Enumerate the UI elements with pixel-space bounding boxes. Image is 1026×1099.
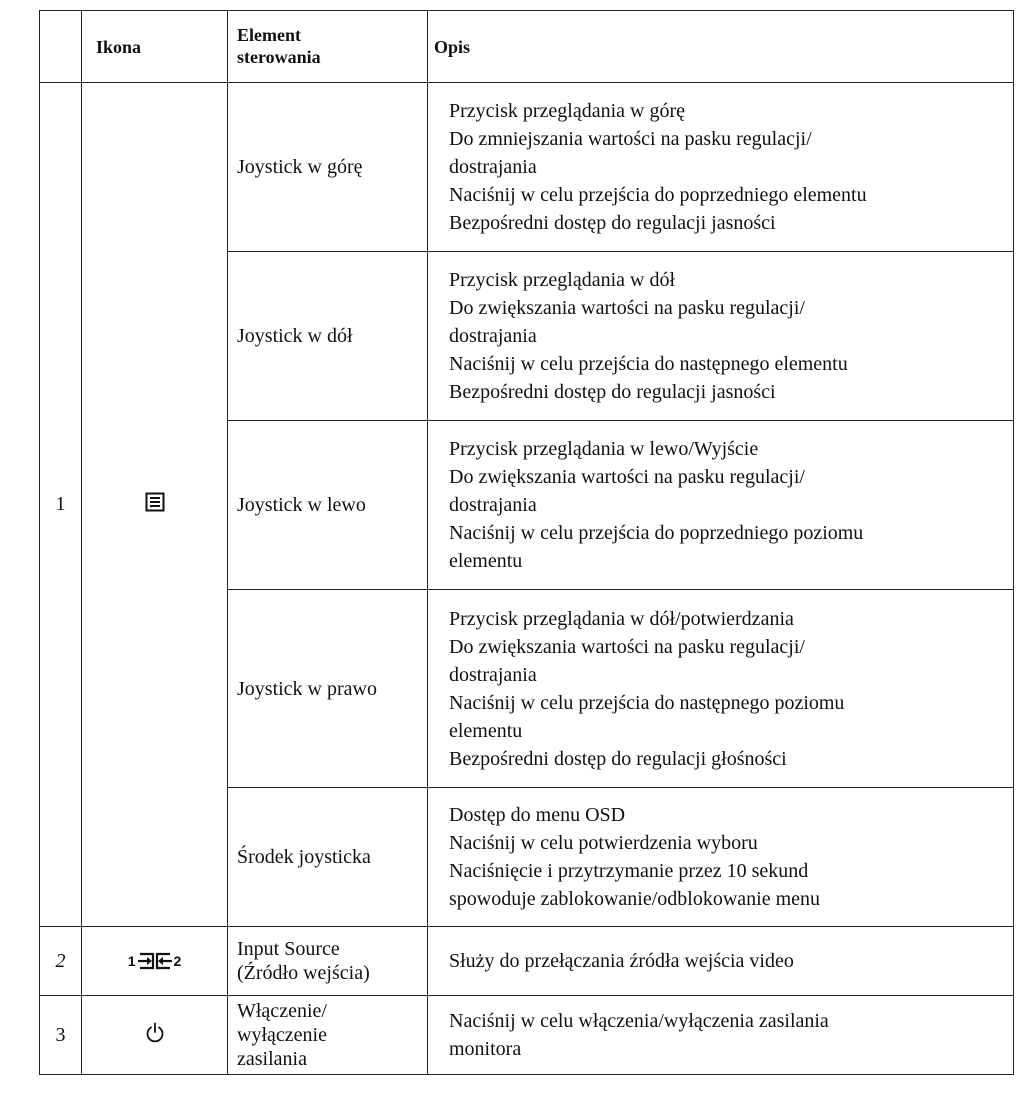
description-line: Służy do przełączania źródła wejścia video [449,950,794,972]
table-row [40,996,1014,1075]
header-description: Opis [428,11,1014,83]
description-line: Bezpośredni dostęp do regulacji głośności [449,747,787,770]
description-line: Bezpośredni dostęp do regulacji jasności [449,381,776,403]
control-label-line: zasilania [237,1048,307,1070]
description-line: Przycisk przeglądania w lewo/Wyjście [449,438,759,460]
description-line: dostrajania [449,156,537,178]
description-line: Naciśnij w celu przejścia do poprzedniego poziomu [449,522,864,544]
controls-table [39,10,1014,1075]
control-label: Środek joysticka [228,788,428,927]
description-line: elementu [449,719,523,742]
control-label-line: (Źródło wejścia) [237,962,370,984]
description-line: Przycisk przeglądania w górę [449,100,686,122]
icon-cell [82,927,228,996]
description-line: Naciśnij w celu potwierdzenia wyboru [449,832,758,854]
description-line: dostrajania [449,325,537,347]
description-line: spowoduje zablokowanie/odblokowanie menu [449,888,821,910]
description-line: Naciśnięcie i przytrzymanie przez 10 sekund [449,860,809,882]
control-description [428,83,1014,252]
description-line: Przycisk przeglądania w dół [449,269,676,291]
description-line: Do zwiększania wartości na pasku regulacji/ [449,297,805,319]
description-line: Naciśnij w celu przejścia do następnego poziomu [449,691,845,714]
row-number: 1 [40,83,82,927]
control-description [428,788,1014,927]
control-label-line: Włączenie/ [237,1000,327,1022]
control-description [428,252,1014,421]
description-line: Dostęp do menu OSD [449,804,626,826]
control-label-line: Input Source [237,938,340,960]
control-label: Joystick w prawo [228,590,428,788]
description-line: Naciśnij w celu przejścia do następnego elementu [449,353,848,375]
control-description [428,996,1014,1075]
control-label: Joystick w lewo [228,421,428,590]
row-number: 2 [40,927,82,996]
control-label [228,927,428,996]
menu-icon [145,492,165,512]
control-description [428,421,1014,590]
header-number [40,11,82,83]
icon-cell [82,996,228,1075]
description-line: Do zwiększania wartości na pasku regulacji/ [449,635,805,658]
table-row [40,927,1014,996]
description-line: dostrajania [449,494,537,516]
control-description [428,590,1014,788]
control-label-line: wyłączenie [237,1024,327,1046]
header-control: Element sterowania [228,11,428,83]
description-line: Bezpośredni dostęp do regulacji jasności [449,212,776,234]
control-label [228,996,428,1075]
control-label: Joystick w dół [228,252,428,421]
row-number: 3 [40,996,82,1075]
input-source-label: 1 [127,953,136,969]
control-label: Joystick w górę [228,83,428,252]
description-line: Naciśnij w celu włączenia/wyłączenia zasilania [449,1010,829,1032]
table-row [40,83,1014,252]
description-line: elementu [449,550,523,572]
description-line: monitora [449,1038,522,1060]
input-source-switch-icon [128,950,182,972]
header-icon: Ikona [82,11,228,83]
icon-cell [82,83,228,927]
description-line: Przycisk przeglądania w dół/potwierdzania [449,607,794,630]
table-header-row [40,11,1014,83]
description-line: dostrajania [449,663,537,686]
input-source-label: 2 [173,953,182,969]
description-line: Do zwiększania wartości na pasku regulacji/ [449,466,805,488]
description-line: Naciśnij w celu przejścia do poprzedniego elementu [449,184,867,206]
control-description [428,927,1014,996]
power-icon [145,1022,165,1044]
description-line: Do zmniejszania wartości na pasku regulacji/ [449,128,812,150]
